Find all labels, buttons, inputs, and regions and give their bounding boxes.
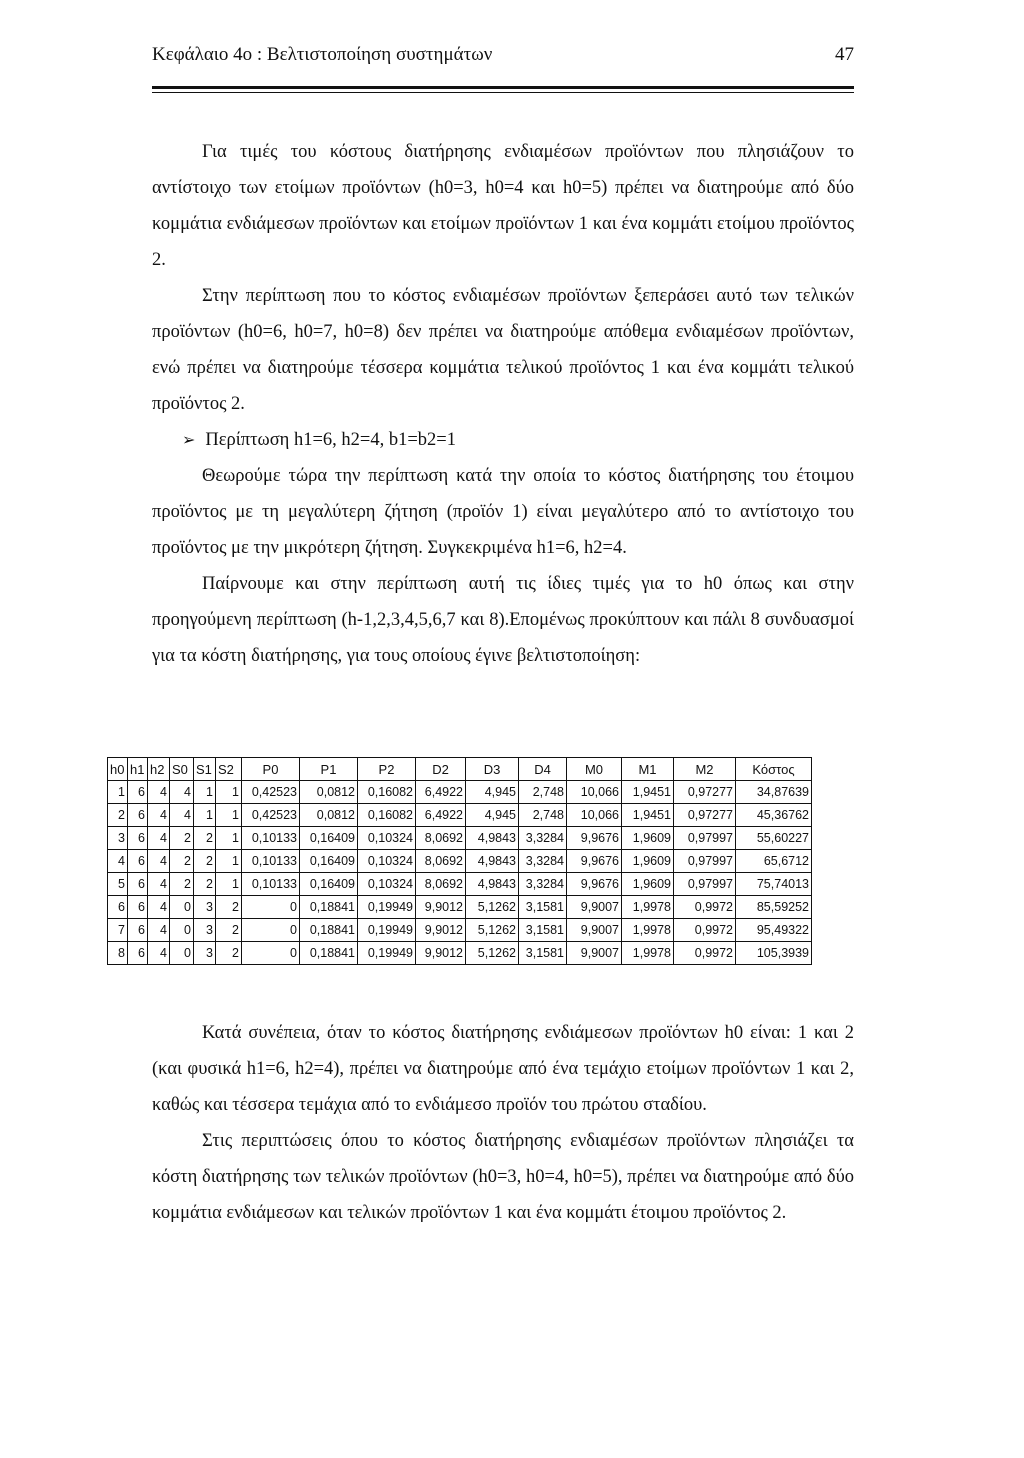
- table-cell: 85,59252: [736, 896, 812, 919]
- table-cell: 5,1262: [466, 919, 519, 942]
- table-header-row: [108, 758, 812, 781]
- bullet-text: Περίπτωση h1=6, h2=4, b1=b2=1: [205, 430, 456, 450]
- table-header-cell: S2: [216, 758, 242, 781]
- table-row: [108, 804, 812, 827]
- table-cell: 3: [194, 942, 216, 965]
- table-row: [108, 873, 812, 896]
- table-cell: 1: [216, 873, 242, 896]
- table-header-cell: D3: [466, 758, 519, 781]
- table-cell: 4,9843: [466, 850, 519, 873]
- table-cell: 9,9007: [567, 919, 622, 942]
- table-cell: 1,9978: [622, 942, 674, 965]
- table-cell: 3,1581: [519, 896, 567, 919]
- table-row: [108, 850, 812, 873]
- table-cell: 0: [170, 896, 194, 919]
- table-cell: 3,1581: [519, 919, 567, 942]
- table-cell: 6,4922: [416, 804, 466, 827]
- table-header-cell: P0: [242, 758, 300, 781]
- table-cell: 2,748: [519, 781, 567, 804]
- table-cell: 4: [108, 850, 128, 873]
- table-cell: 4: [170, 781, 194, 804]
- table-cell: 6: [108, 896, 128, 919]
- table-cell: 4,9843: [466, 827, 519, 850]
- table-cell: 0,18841: [300, 942, 358, 965]
- table-cell: 4: [148, 873, 170, 896]
- table-cell: 105,3939: [736, 942, 812, 965]
- table-cell: 2: [216, 942, 242, 965]
- table-cell: 0,10324: [358, 850, 416, 873]
- table-cell: 3,3284: [519, 827, 567, 850]
- table-cell: 1,9609: [622, 873, 674, 896]
- table-cell: 3,1581: [519, 942, 567, 965]
- table-cell: 0,19949: [358, 919, 416, 942]
- table-cell: 0,0812: [300, 804, 358, 827]
- table-header-cell: S0: [170, 758, 194, 781]
- table-cell: 34,87639: [736, 781, 812, 804]
- table-cell: 2: [108, 804, 128, 827]
- table-cell: 10,066: [567, 781, 622, 804]
- table-cell: 1,9609: [622, 827, 674, 850]
- table-cell: 2: [170, 873, 194, 896]
- table-cell: 9,9007: [567, 896, 622, 919]
- table-cell: 6: [128, 896, 148, 919]
- page-number: 47: [835, 44, 854, 65]
- table-cell: 3: [194, 919, 216, 942]
- table-cell: 0,19949: [358, 896, 416, 919]
- table-cell: 6: [128, 850, 148, 873]
- table-cell: 2: [194, 873, 216, 896]
- table-cell: 1,9609: [622, 850, 674, 873]
- table-cell: 0,42523: [242, 781, 300, 804]
- table-cell: 4: [148, 781, 170, 804]
- table-cell: 4,9843: [466, 873, 519, 896]
- table-cell: 1,9978: [622, 919, 674, 942]
- paragraph-2: Στην περίπτωση που το κόστος ενδιαμέσων προϊόντων ξεπεράσει αυτό των τελικών προϊόντων (h0=6, h0=7, h0=8) δεν πρέπει να διατηρούμε απόθεμα ενδιαμέσων προϊόντων, ενώ πρέπει να διατηρούμε τέσσερα κομμάτια τελικού προϊόντος 1 και ένα κομμάτι τελικού προϊόντος 2.: [152, 286, 854, 414]
- arrow-bullet-icon: ➢: [182, 430, 196, 449]
- table-header-cell: h2: [148, 758, 170, 781]
- table-cell: 0,19949: [358, 942, 416, 965]
- table-cell: 0,10324: [358, 873, 416, 896]
- table-cell: 0: [170, 919, 194, 942]
- table-cell: 4,945: [466, 781, 519, 804]
- table-cell: 4: [148, 827, 170, 850]
- table-cell: 7: [108, 919, 128, 942]
- table-cell: 4: [148, 942, 170, 965]
- chapter-title: Κεφάλαιο 4ο : Βελτιστοποίηση συστημάτων: [152, 44, 493, 65]
- table-body: [108, 781, 812, 965]
- table-cell: 8,0692: [416, 850, 466, 873]
- table-cell: 3: [194, 896, 216, 919]
- table-cell: 6: [128, 942, 148, 965]
- table-cell: 2: [216, 919, 242, 942]
- table-cell: 1,9451: [622, 781, 674, 804]
- table-cell: 2: [194, 850, 216, 873]
- table-cell: 0: [242, 942, 300, 965]
- header-rule-thick: [152, 86, 854, 89]
- table-cell: 2,748: [519, 804, 567, 827]
- table-cell: 9,9012: [416, 942, 466, 965]
- table-row: [108, 919, 812, 942]
- table-cell: 3,3284: [519, 850, 567, 873]
- table-row: [108, 942, 812, 965]
- table-header-cell: M2: [674, 758, 736, 781]
- table-cell: 6: [128, 873, 148, 896]
- table-header-cell: S1: [194, 758, 216, 781]
- table-cell: 2: [194, 827, 216, 850]
- table-cell: 1,9451: [622, 804, 674, 827]
- bullet-case: [152, 422, 854, 458]
- table-header-cell: D2: [416, 758, 466, 781]
- table-cell: 0: [242, 896, 300, 919]
- table-cell: 0,16082: [358, 804, 416, 827]
- table-cell: 1: [108, 781, 128, 804]
- table-cell: 0,9972: [674, 942, 736, 965]
- table-cell: 0,10324: [358, 827, 416, 850]
- table-cell: 4: [148, 850, 170, 873]
- table-cell: 0: [242, 919, 300, 942]
- table-cell: 6: [128, 827, 148, 850]
- table-cell: 9,9007: [567, 942, 622, 965]
- table-cell: 65,6712: [736, 850, 812, 873]
- table-cell: 1: [216, 850, 242, 873]
- table-cell: 0,18841: [300, 919, 358, 942]
- table-cell: 0,16409: [300, 827, 358, 850]
- table-cell: 2: [170, 827, 194, 850]
- table-cell: 4: [148, 804, 170, 827]
- table-cell: 0: [170, 942, 194, 965]
- table-cell: 9,9012: [416, 896, 466, 919]
- table-cell: 10,066: [567, 804, 622, 827]
- table-cell: 0,10133: [242, 827, 300, 850]
- table-cell: 2: [170, 850, 194, 873]
- table-header-cell: h1: [128, 758, 148, 781]
- table-cell: 5: [108, 873, 128, 896]
- table-cell: 6: [128, 804, 148, 827]
- table-cell: 0,10133: [242, 850, 300, 873]
- table-cell: 1: [194, 781, 216, 804]
- table-cell: 1: [194, 804, 216, 827]
- table-header-cell: h0: [108, 758, 128, 781]
- table-cell: 0,0812: [300, 781, 358, 804]
- table-cell: 75,74013: [736, 873, 812, 896]
- table-cell: 0,42523: [242, 804, 300, 827]
- table-cell: 9,9012: [416, 919, 466, 942]
- table-cell: 0,97997: [674, 827, 736, 850]
- table-cell: 0,9972: [674, 896, 736, 919]
- table-cell: 0,18841: [300, 896, 358, 919]
- body-text-bottom: [152, 1015, 854, 1231]
- table-cell: 0,97277: [674, 804, 736, 827]
- table-cell: 5,1262: [466, 942, 519, 965]
- table-row: [108, 827, 812, 850]
- table-cell: 4: [148, 919, 170, 942]
- table-header-cell: M0: [567, 758, 622, 781]
- table-cell: 8,0692: [416, 827, 466, 850]
- table-cell: 0,97997: [674, 850, 736, 873]
- results-table: [107, 757, 812, 965]
- table-cell: 2: [216, 896, 242, 919]
- table-cell: 9,9676: [567, 873, 622, 896]
- table-cell: 6,4922: [416, 781, 466, 804]
- table-header-cell: P1: [300, 758, 358, 781]
- table-cell: 1: [216, 827, 242, 850]
- table-cell: 4: [170, 804, 194, 827]
- table-header-cell: Κόστος: [736, 758, 812, 781]
- table-cell: 5,1262: [466, 896, 519, 919]
- paragraph-1: Για τιμές του κόστους διατήρησης ενδιαμέσων προϊόντων που πλησιάζουν το αντίστοιχο των ετοίμων προϊόντων (h0=3, h0=4 και h0=5) πρέπει να διατηρούμε από δύο κομμάτια ενδιάμεσων προϊόντων και ετοίμων προϊόντων 1 και ένα κομμάτι ετοίμου προϊόντος 2.: [152, 142, 854, 270]
- table-cell: 0,97997: [674, 873, 736, 896]
- table-cell: 1,9978: [622, 896, 674, 919]
- paragraph-6: Στις περιπτώσεις όπου το κόστος διατήρησης ενδιαμέσων προϊόντων πλησιάζει τα κόστη διατήρησης των τελικών προϊόντων (h0=3, h0=4, h0=5), πρέπει να διατηρούμε από δύο κομμάτια ενδιάμεσων και τελικών προϊόντων 1 και ένα κομμάτι έτοιμου προϊόντος 2.: [152, 1131, 854, 1223]
- table-cell: 6: [128, 919, 148, 942]
- table-cell: 4,945: [466, 804, 519, 827]
- table-header-cell: D4: [519, 758, 567, 781]
- table-cell: 0,9972: [674, 919, 736, 942]
- body-text-top: [152, 134, 854, 674]
- table-cell: 0,97277: [674, 781, 736, 804]
- table-cell: 8: [108, 942, 128, 965]
- table-row: [108, 781, 812, 804]
- table-header-cell: P2: [358, 758, 416, 781]
- table-cell: 55,60227: [736, 827, 812, 850]
- page-header: [152, 44, 854, 66]
- table-header-cell: M1: [622, 758, 674, 781]
- table-cell: 9,9676: [567, 850, 622, 873]
- table-cell: 1: [216, 781, 242, 804]
- paragraph-3: Θεωρούμε τώρα την περίπτωση κατά την οποία το κόστος διατήρησης του έτοιμου προϊόντος με τη μεγαλύτερη ζήτηση (προϊόν 1) είναι μεγαλύτερο από το αντίστοιχο του προϊόντος με την μικρότερη ζήτηση. Συγκεκριμένα h1=6, h2=4.: [152, 466, 854, 558]
- paragraph-5: Κατά συνέπεια, όταν το κόστος διατήρησης ενδιάμεσων προϊόντων h0 είναι: 1 και 2 (και φυσικά h1=6, h2=4), πρέπει να διατηρούμε από ένα τεμάχιο ετοίμων προϊόντων 1 και 2, καθώς και τέσσερα τεμάχια από το ενδιάμεσο προϊόν του πρώτου σταδίου.: [152, 1023, 854, 1115]
- table-cell: 0,10133: [242, 873, 300, 896]
- table-cell: 4: [148, 896, 170, 919]
- table-cell: 3: [108, 827, 128, 850]
- header-rule-thin: [152, 92, 854, 93]
- table-cell: 95,49322: [736, 919, 812, 942]
- results-table-wrapper: [107, 757, 812, 965]
- table-cell: 8,0692: [416, 873, 466, 896]
- table-row: [108, 896, 812, 919]
- table-cell: 0,16409: [300, 850, 358, 873]
- table-cell: 0,16082: [358, 781, 416, 804]
- paragraph-4: Παίρνουμε και στην περίπτωση αυτή τις ίδιες τιμές για το h0 όπως και στην προηγούμενη περίπτωση (h-1,2,3,4,5,6,7 και 8).Επομένως προκύπτουν και πάλι 8 συνδυασμοί για τα κόστη διατήρησης, για τους οποίους έγινε βελτιστοποίηση:: [152, 574, 854, 666]
- table-cell: 6: [128, 781, 148, 804]
- table-cell: 0,16409: [300, 873, 358, 896]
- table-cell: 9,9676: [567, 827, 622, 850]
- table-cell: 45,36762: [736, 804, 812, 827]
- table-cell: 1: [216, 804, 242, 827]
- table-cell: 3,3284: [519, 873, 567, 896]
